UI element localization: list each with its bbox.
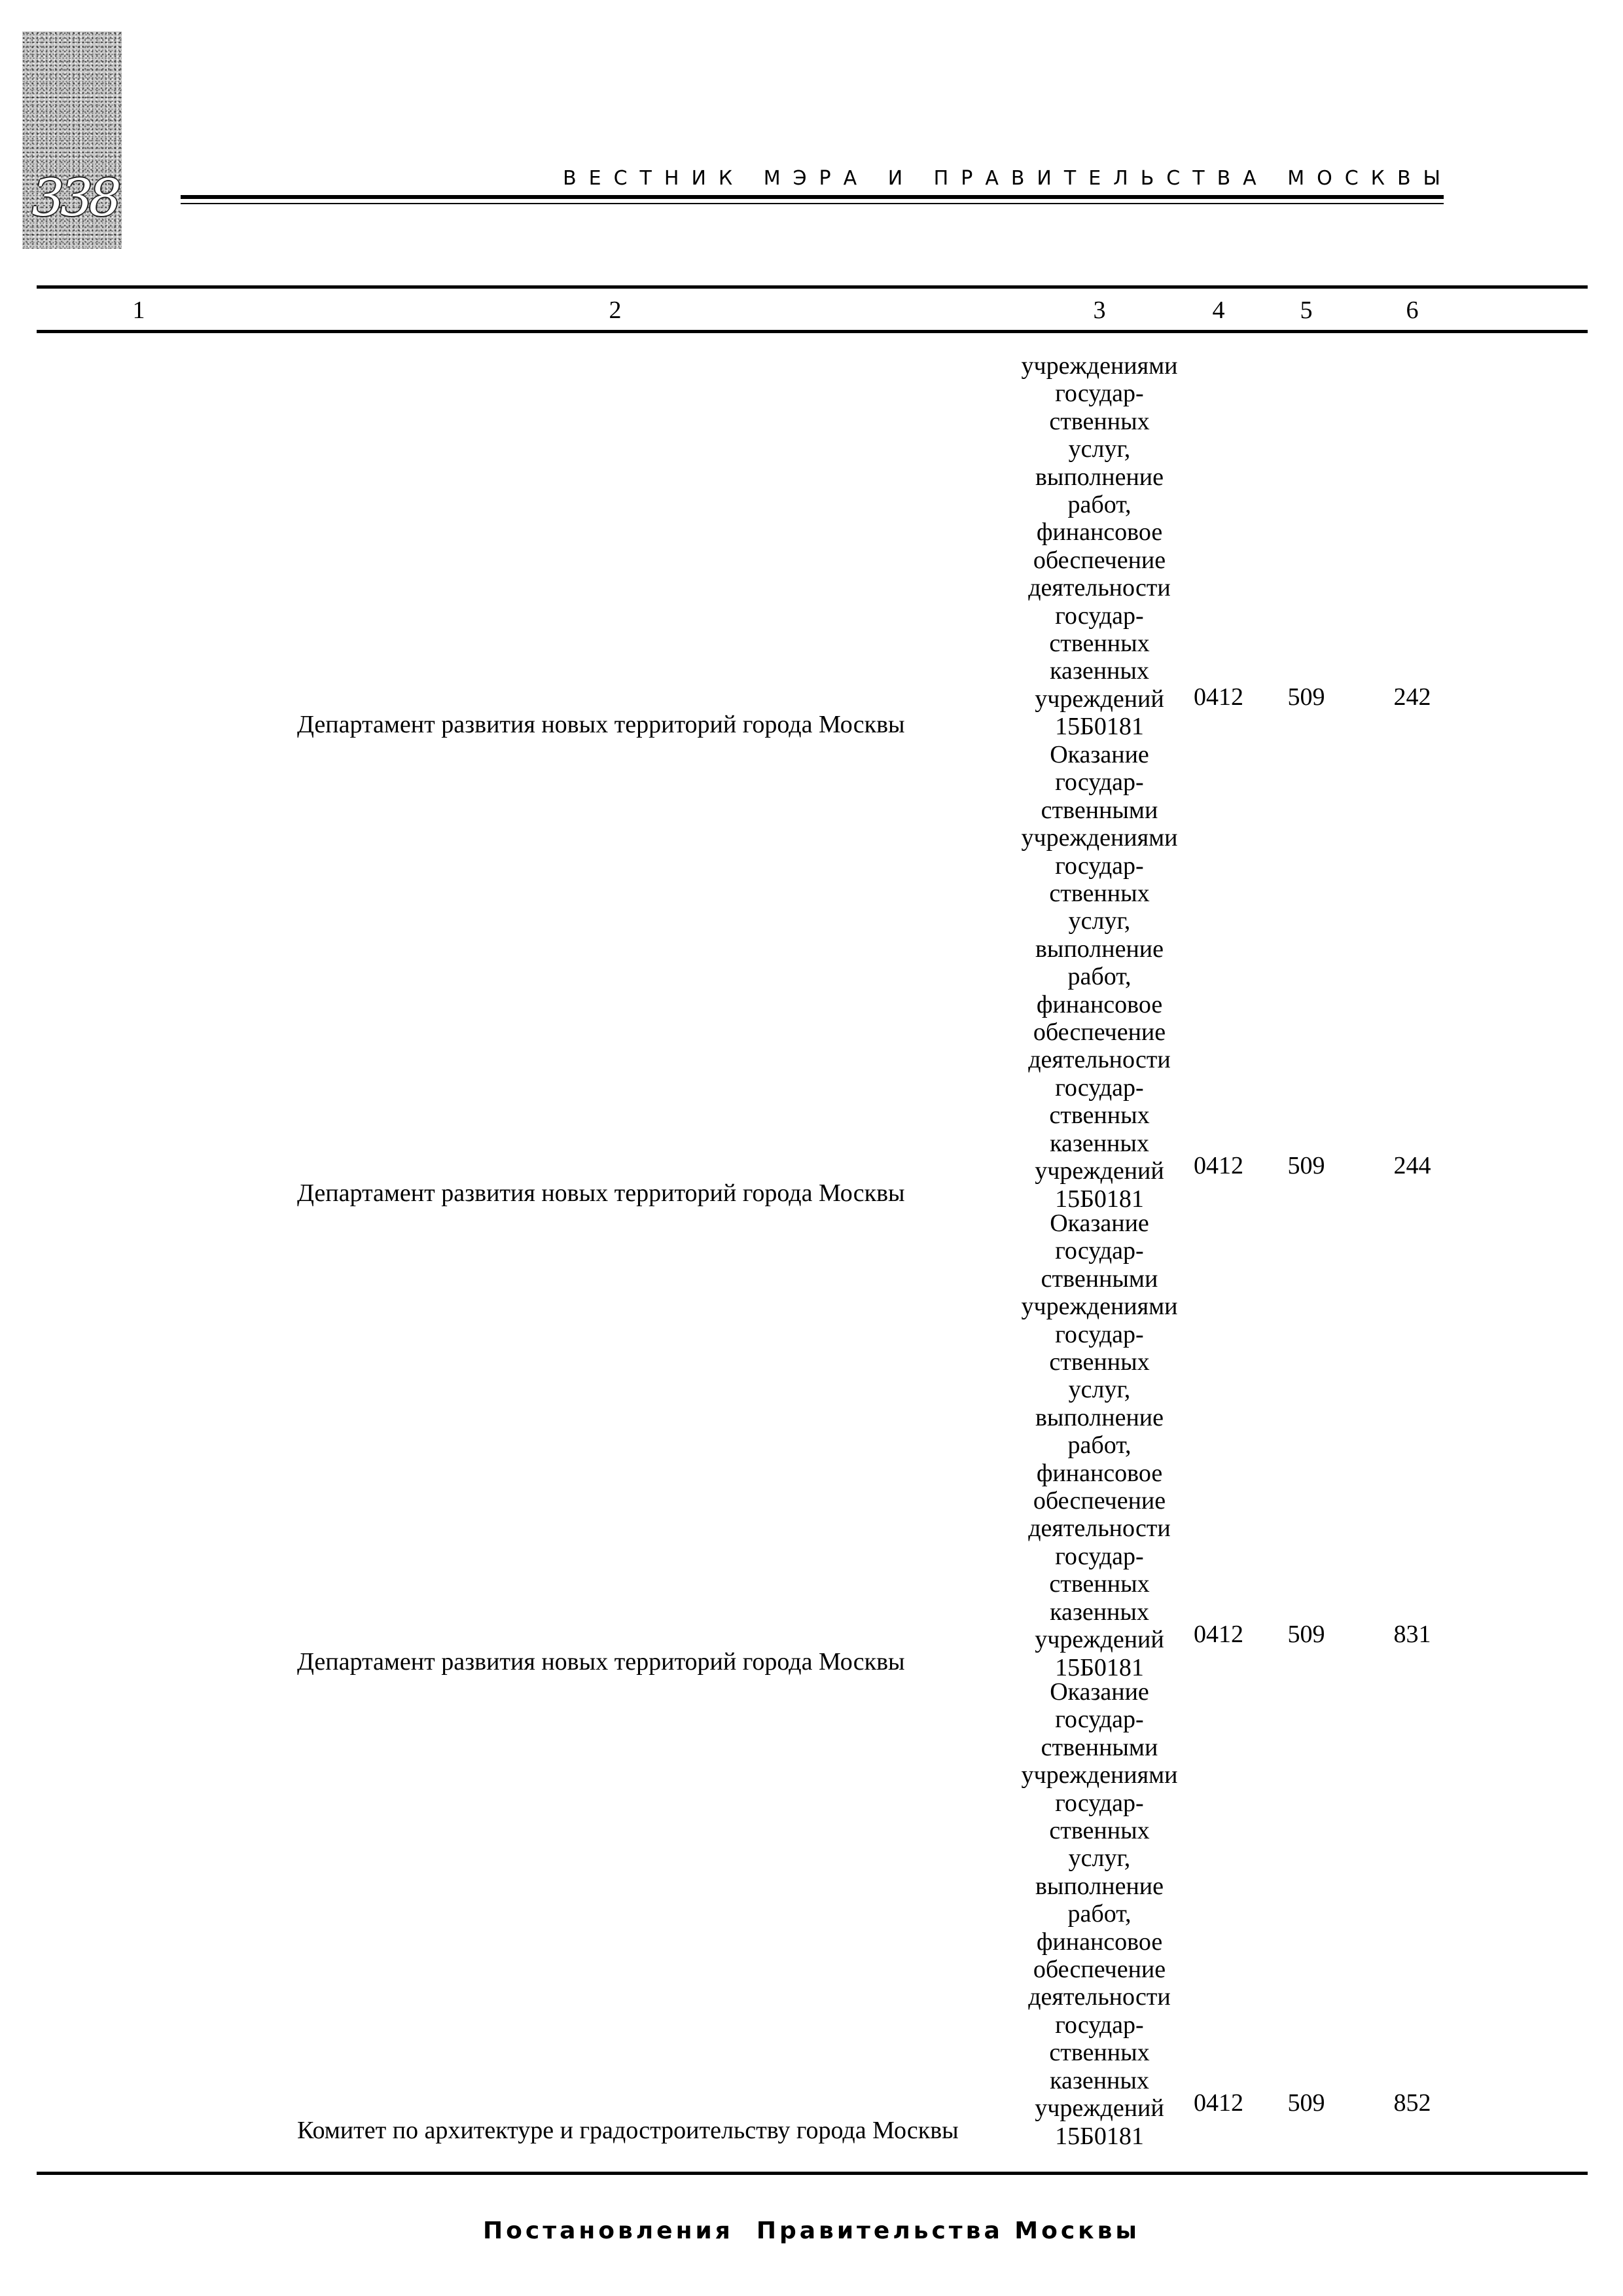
organization-name: Департамент развития новых территорий города Москвы xyxy=(297,1179,905,1207)
column-header-5: 5 xyxy=(1300,296,1313,324)
purpose-text: Оказание государ- ственными учреждениями государ- ственных услуг, выполнение работ, финансовое обеспечение деятельности государ- ственных казенных учреждений 15Б0181 xyxy=(1021,741,1178,1213)
header-rule xyxy=(181,195,1444,199)
header-rule-thin xyxy=(181,203,1444,204)
table-top-rule xyxy=(37,285,1588,289)
section-code: 0412 xyxy=(1194,683,1243,711)
ministry-code: 509 xyxy=(1287,1621,1325,1648)
purpose-continuation: учреждениями государ- ственных услуг, выполнение работ, финансовое обеспечение деятельности государ- ственных казенных учреждений 15Б0181 xyxy=(1021,352,1178,741)
expense-type-code: 244 xyxy=(1393,1152,1431,1179)
section-code: 0412 xyxy=(1194,1152,1243,1179)
page-number-tile xyxy=(22,31,122,249)
section-code: 0412 xyxy=(1194,2089,1243,2117)
purpose-text: Оказание государ- ственными учреждениями государ- ственных услуг, выполнение работ, финансовое обеспечение деятельности государ- ственных казенных учреждений 15Б0181 xyxy=(1021,1210,1178,1681)
purpose-text: Оказание государ- ственными учреждениями государ- ственных услуг, выполнение работ, финансовое обеспечение деятельности государ- ственных казенных учреждений 15Б0181 xyxy=(1021,1678,1178,2150)
organization-name: Комитет по архитектуре и градостроительству города Москвы xyxy=(297,2117,959,2144)
expense-type-code: 831 xyxy=(1393,1621,1431,1648)
ministry-code: 509 xyxy=(1287,2089,1325,2117)
column-header-1: 1 xyxy=(132,296,145,324)
ministry-code: 509 xyxy=(1287,1152,1325,1179)
footer-section-title: Постановления Правительства Москвы xyxy=(483,2217,1140,2244)
journal-title: ВЕСТНИК МЭРА И ПРАВИТЕЛЬСТВА МОСКВЫ xyxy=(563,167,1453,190)
column-header-3: 3 xyxy=(1093,296,1106,324)
organization-name: Департамент развития новых территорий города Москвы xyxy=(297,711,905,738)
ministry-code: 509 xyxy=(1287,683,1325,711)
expense-type-code: 242 xyxy=(1393,683,1431,711)
expense-type-code: 852 xyxy=(1393,2089,1431,2117)
column-header-4: 4 xyxy=(1212,296,1225,324)
page-number: 338 xyxy=(31,169,118,228)
section-code: 0412 xyxy=(1194,1621,1243,1648)
column-header-2: 2 xyxy=(609,296,622,324)
table-bottom-rule xyxy=(37,2172,1588,2175)
table-header-rule xyxy=(37,330,1588,333)
organization-name: Департамент развития новых территорий города Москвы xyxy=(297,1648,905,1676)
column-header-6: 6 xyxy=(1406,296,1419,324)
